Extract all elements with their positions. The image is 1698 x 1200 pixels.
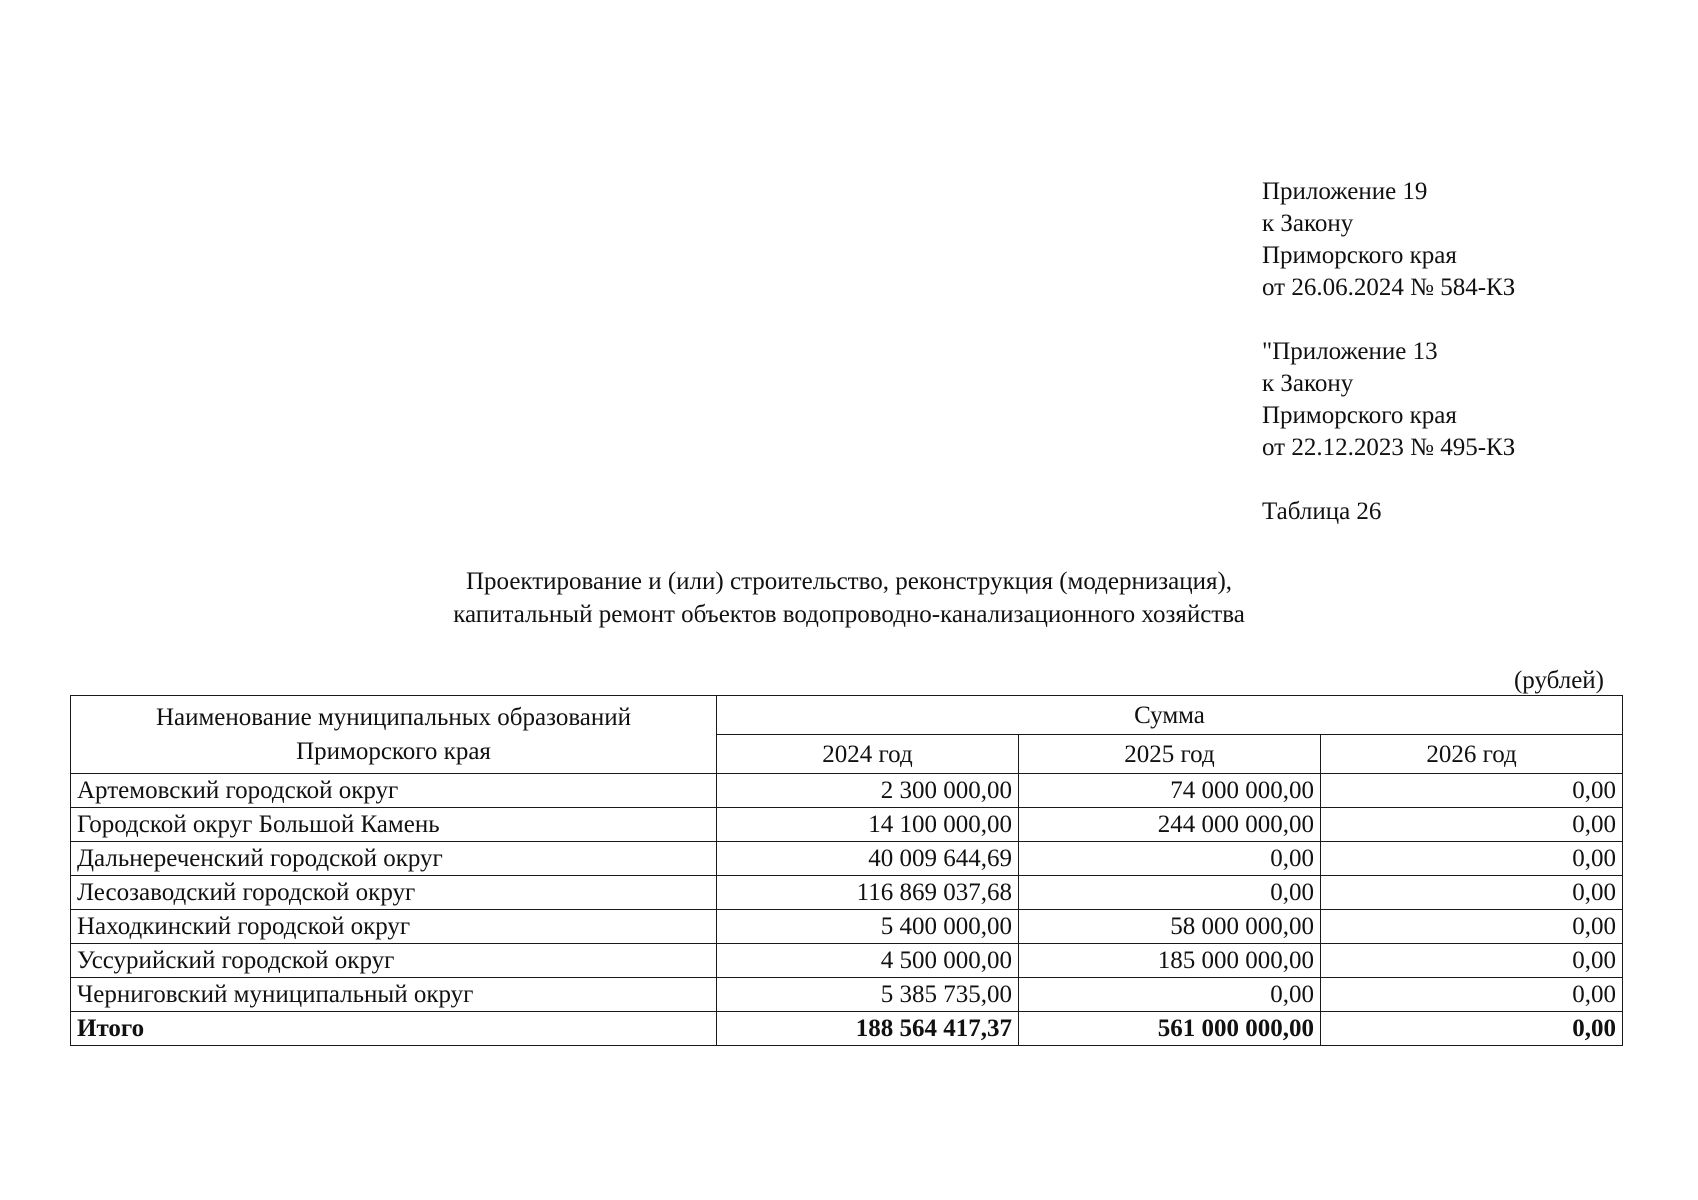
units-label: (рублей) [1513,667,1604,694]
total-2024: 188 564 417,37 [717,1012,1019,1046]
amount-2026: 0,00 [1321,842,1623,876]
municipality-name: Находкинский городской округ [71,910,717,944]
table-row [71,876,1623,910]
header-year: 2025 год [1019,735,1321,774]
total-2026: 0,00 [1321,1012,1623,1046]
amount-2025: 58 000 000,00 [1019,910,1321,944]
municipality-name: Уссурийский городской округ [71,944,717,978]
table-row [71,842,1623,876]
annex-amended [1262,336,1515,464]
total-row [71,1012,1623,1046]
amount-2026: 0,00 [1321,978,1623,1012]
amount-2024: 5 385 735,00 [717,978,1019,1012]
table-row [71,978,1623,1012]
amount-2025: 0,00 [1019,842,1321,876]
amount-2025: 0,00 [1019,876,1321,910]
amount-2025: 244 000 000,00 [1019,808,1321,842]
amount-2026: 0,00 [1321,808,1623,842]
amount-2024: 4 500 000,00 [717,944,1019,978]
amount-2026: 0,00 [1321,774,1623,808]
amount-2024: 116 869 037,68 [717,876,1019,910]
table-row [71,808,1623,842]
table-row [71,944,1623,978]
amount-2024: 5 400 000,00 [717,910,1019,944]
total-2025: 561 000 000,00 [1019,1012,1321,1046]
amount-2025: 185 000 000,00 [1019,944,1321,978]
amount-2024: 2 300 000,00 [717,774,1019,808]
header-sum: Сумма [717,696,1623,735]
header-year: 2026 год [1321,735,1623,774]
annex-line: от 26.06.2024 № 584-КЗ [1262,274,1516,301]
municipality-name: Городской округ Большой Камень [71,808,717,842]
amount-2025: 0,00 [1019,978,1321,1012]
document-title [0,565,1698,631]
amount-2026: 0,00 [1321,910,1623,944]
annex-current [1262,176,1515,304]
annex-line: от 22.12.2023 № 495-КЗ [1262,434,1516,461]
annex-line: к Закону [1262,210,1354,237]
amount-2024: 14 100 000,00 [717,808,1019,842]
amount-2026: 0,00 [1321,876,1623,910]
municipality-name: Дальнереченский городской округ [71,842,717,876]
municipality-name: Черниговский муниципальный округ [71,978,717,1012]
amount-2025: 74 000 000,00 [1019,774,1321,808]
amount-2026: 0,00 [1321,944,1623,978]
annex-line: к Закону [1262,370,1354,397]
title-line: Проектирование и (или) строительство, реконструкция (модернизация), [465,568,1233,595]
annex-line: Приморского края [1262,242,1457,269]
table-label: Таблица 26 [1262,498,1382,525]
annex-line: Приложение 19 [1262,178,1428,205]
municipality-name: Лесозаводский городской округ [71,876,717,910]
annex-block [1262,176,1515,528]
title-line: капитальный ремонт объектов водопроводно-канализационного хозяйства [453,601,1245,628]
total-label: Итого [71,1012,717,1046]
header-year: 2024 год [717,735,1019,774]
municipality-name: Артемовский городской округ [71,774,717,808]
header-municipality: Наименование муниципальных образований Приморского края [71,696,717,774]
table-row [71,910,1623,944]
annex-line: Приморского края [1262,402,1457,429]
amount-2024: 40 009 644,69 [717,842,1019,876]
funding-table [70,695,1623,1046]
annex-line: "Приложение 13 [1262,338,1438,365]
table-row [71,774,1623,808]
